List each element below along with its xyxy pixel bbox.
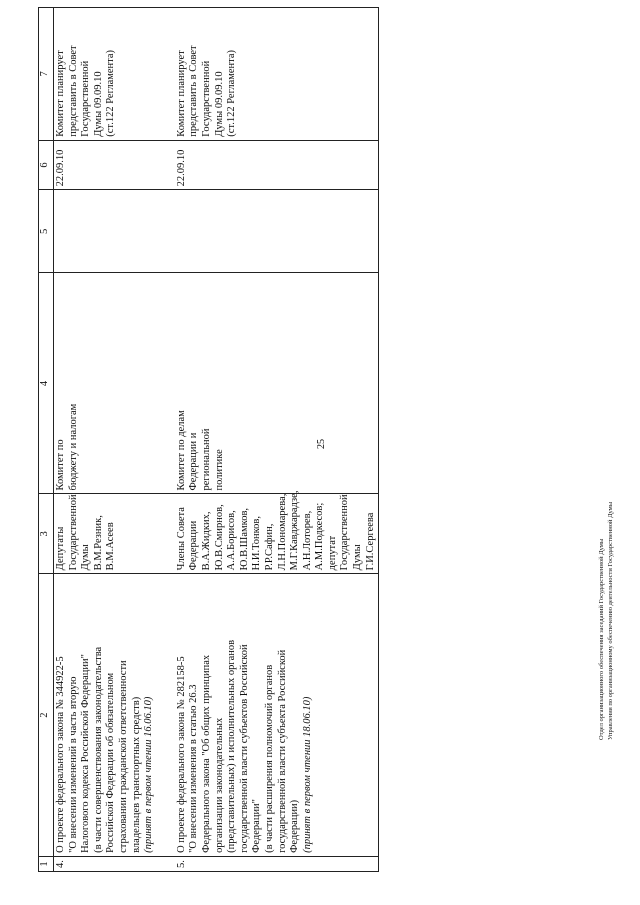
note-line: Думы 09.09.10 [92, 71, 104, 137]
note-line: Комитет планирует [175, 50, 187, 137]
initiator-line: М.Г.Кавджарадзе, [289, 490, 301, 571]
initiator-line: Государственной [339, 494, 351, 571]
description-line: владельцев транспортных средств) [130, 696, 142, 853]
description-line: "О внесении изменения в статью 26.3 [188, 684, 200, 853]
column-number: 6 [39, 140, 54, 190]
spacer-cell [157, 140, 175, 190]
initiators [175, 490, 379, 574]
description-line: О проекте федерального закона № 282158-5 [175, 656, 187, 853]
committee-line: Федерации и [188, 432, 200, 491]
column-number: 3 [39, 494, 54, 574]
footer-line: Отдел организационного обеспечения заседаний Государственной Думы [598, 538, 605, 740]
initiator-line: Л.Н.Пономарева, [276, 493, 288, 571]
column-number: 1 [39, 856, 54, 871]
table-spacer-row [157, 8, 175, 872]
committee-line: бюджету и налогам [67, 403, 79, 491]
column-5-cell [54, 190, 157, 273]
bill-table [38, 7, 379, 872]
initiator-line: А.М.Подкесов; [314, 502, 326, 571]
initiator-line: Г.И.Сергеева [364, 512, 376, 571]
spacer-cell [157, 494, 175, 574]
committee-line: региональной [200, 428, 212, 491]
description-line: "О внесении изменений в часть вторую [67, 676, 79, 853]
initiator-line: Члены Совета [175, 507, 187, 571]
page-number: 25 [316, 439, 327, 449]
row-number: 5. [175, 856, 379, 871]
committee [175, 273, 379, 494]
column-number: 7 [39, 8, 54, 141]
note-line: (ст.122 Регламента) [105, 49, 117, 137]
description-line: Федерации" [251, 799, 263, 853]
note-line: Комитет планирует [55, 50, 66, 137]
description-line: Федерации) [289, 799, 301, 853]
row-number: 4. [54, 856, 157, 871]
footer-line: Управления по организационному обеспечению деятельности Государственной Думы [607, 501, 614, 740]
note-line: Государственной [200, 60, 212, 137]
initiator-line: В.М.Асеев [105, 522, 117, 571]
initiator-line: Государственной [67, 494, 79, 571]
initiator-line: депутат [326, 535, 338, 571]
note-line: Государственной [80, 60, 92, 137]
spacer-cell [157, 574, 175, 857]
column-number-row [39, 8, 54, 872]
committee-line: Комитет по [55, 439, 66, 491]
table-row [175, 8, 379, 872]
initiator-line: А.А.Борисов, [226, 510, 238, 571]
initiator-line: Ю.В.Шамков, [238, 507, 250, 571]
date-cell: 22.09.10 [175, 140, 379, 190]
description-line: (представительных) и исполнительных органов [226, 639, 238, 853]
description-line: государственной власти субъектов Российской [238, 644, 250, 853]
initiators [54, 494, 157, 574]
note [175, 8, 379, 141]
committee-line: Комитет по делам [175, 410, 187, 491]
initiator-line: А.Н.Лоторев, [301, 510, 313, 571]
bill-table-sheet [38, 7, 396, 872]
column-number: 2 [39, 574, 54, 857]
spacer-cell [157, 190, 175, 273]
committee-line: политике [213, 449, 225, 491]
note-line: (ст.122 Регламента) [226, 49, 238, 137]
bill-description [54, 574, 157, 857]
description-line: Федерального закона "Об общих принципах [200, 654, 212, 853]
first-reading-status: (принят в первом чтении 18.06.10) [301, 696, 313, 853]
note-line: представить в Совет [67, 45, 79, 137]
description-line: (в части расширения полномочий органов [263, 664, 275, 853]
initiator-line: Федерации [188, 520, 200, 571]
note-line: Думы 09.09.10 [213, 71, 225, 137]
description-line: страховании гражданской ответственности [117, 660, 129, 853]
initiator-line: Н.И.Тонков, [251, 516, 263, 571]
spacer-cell [157, 856, 175, 871]
note-line: представить в Совет [188, 45, 200, 137]
initiator-line: Думы [352, 544, 364, 571]
initiator-line: Депутаты [55, 526, 66, 571]
bill-description [175, 574, 379, 857]
first-reading-status: (принят в первом чтении 16.06.10) [143, 696, 155, 853]
footer [597, 420, 615, 740]
initiator-line: Ю.В.Смирнов, [213, 504, 225, 571]
spacer-cell [157, 8, 175, 141]
description-line: (в части совершенствования законодательства [92, 646, 104, 853]
table-row [54, 8, 157, 872]
column-5-cell [175, 190, 379, 273]
column-number: 4 [39, 273, 54, 494]
description-line: Налогового кодекса Российской Федерации" [80, 654, 92, 853]
committee [54, 273, 157, 494]
date-cell: 22.09.10 [54, 140, 157, 190]
initiator-line: В.А.Жидких, [200, 511, 212, 571]
column-number: 5 [39, 190, 54, 273]
description-line: государственной власти субъекта Российской [276, 649, 288, 853]
description-line: Российской Федерации об обязательном [105, 672, 117, 853]
spacer-cell [157, 273, 175, 494]
initiator-line: Р.Р.Сафин, [263, 523, 275, 571]
note [54, 8, 157, 141]
initiator-line: Думы [80, 544, 92, 571]
initiator-line: В.М.Резник, [92, 515, 104, 571]
description-line: организации законодательных [213, 717, 225, 853]
description-line: О проекте федерального закона № 344922-5 [55, 656, 66, 853]
